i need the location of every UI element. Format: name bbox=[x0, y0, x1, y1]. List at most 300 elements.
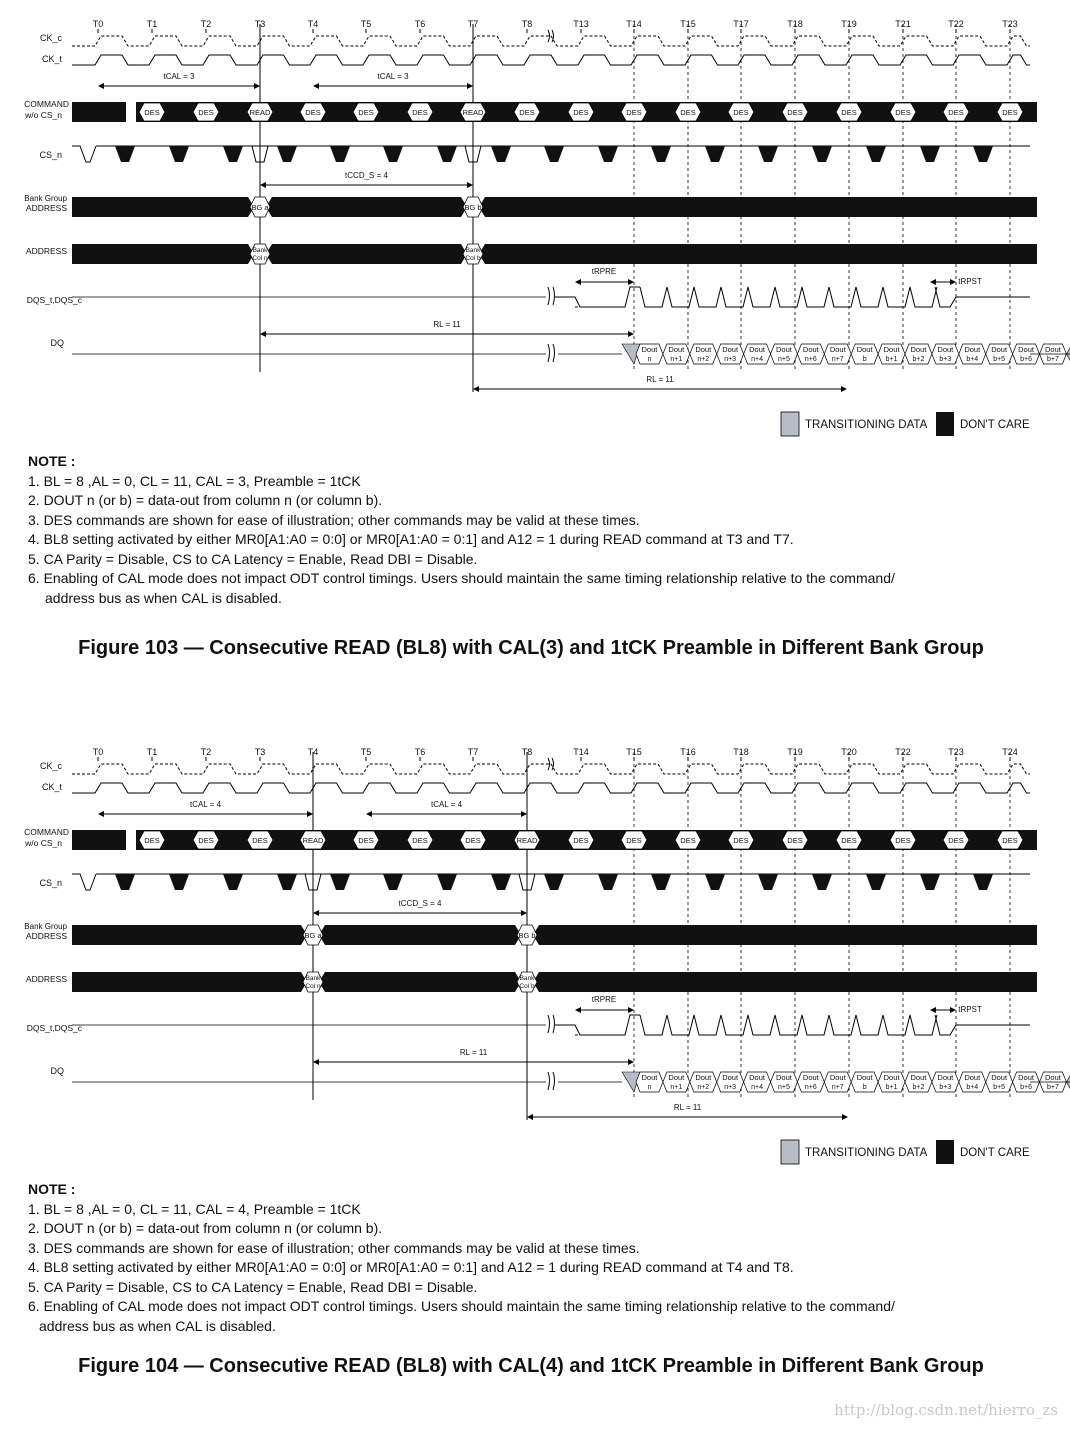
command-des: DES bbox=[465, 836, 481, 845]
rl-arrow-2-head bbox=[842, 1114, 848, 1120]
command-read: READ bbox=[462, 108, 484, 117]
address-label: ADDRESS bbox=[25, 246, 67, 256]
note-1: 1. BL = 8 ,AL = 0, CL = 11, CAL = 3, Preamble = 1tCK bbox=[28, 472, 361, 489]
bus-dontcare bbox=[72, 244, 254, 264]
command-label: COMMAND bbox=[24, 827, 69, 837]
dq-dout-label: Dout bbox=[964, 345, 981, 354]
legend-dontcare-swatch bbox=[936, 1140, 954, 1164]
command-label: COMMAND bbox=[24, 99, 69, 109]
cs-n-pulse bbox=[973, 874, 993, 890]
note-heading: NOTE : bbox=[28, 1181, 76, 1197]
dqs-label: DQS_t,DQS_c bbox=[26, 1023, 82, 1033]
rl-arrow-1-head bbox=[628, 331, 634, 337]
dq-dout-index: n+6 bbox=[804, 1084, 817, 1091]
dqs-toggle bbox=[640, 1015, 937, 1035]
command-des: DES bbox=[895, 108, 911, 117]
command-des: DES bbox=[680, 108, 696, 117]
notes-103 bbox=[28, 452, 895, 608]
clock-label-T8: T8 bbox=[521, 19, 533, 29]
command-read: READ bbox=[249, 108, 271, 117]
command-des: DES bbox=[895, 836, 911, 845]
dq-dout-index: n+7 bbox=[831, 356, 844, 363]
clock-label-T5: T5 bbox=[360, 747, 372, 757]
note-6: 6. Enabling of CAL mode does not impact ODT control timings. Users should maintain the same timing relationship relative to the command/ bbox=[28, 1298, 895, 1314]
dq-dout-label: Dout bbox=[1018, 345, 1034, 354]
dq-dout-label: Dout bbox=[641, 1073, 658, 1082]
cs-n-pulse bbox=[383, 874, 403, 890]
trpre-arrow-head bbox=[628, 1007, 634, 1013]
clock-label-T7: T7 bbox=[467, 747, 479, 757]
command-des: DES bbox=[733, 108, 749, 117]
ck-t-trace bbox=[72, 55, 1030, 65]
bg-b-value: BG b bbox=[464, 203, 482, 212]
dq-dout-label: Dout bbox=[829, 1073, 846, 1082]
dq-dout-label: Dout bbox=[1018, 1073, 1034, 1082]
dq-dout-label: Dout bbox=[856, 1073, 873, 1082]
break-mark bbox=[548, 287, 555, 305]
dq-dout-label: Dout bbox=[1045, 345, 1061, 354]
cs-n-pulse bbox=[115, 146, 135, 162]
trpst-label: tRPST bbox=[958, 1005, 982, 1014]
rl-arrow-1-head bbox=[313, 1059, 319, 1065]
dq-dout-label: Dout bbox=[829, 345, 846, 354]
clock-label-T2: T2 bbox=[200, 747, 212, 757]
command-des: DES bbox=[573, 836, 589, 845]
tcal-arrow-1-head bbox=[254, 83, 260, 89]
clock-label-T6: T6 bbox=[414, 19, 426, 29]
trpst-arrow-head bbox=[950, 279, 956, 285]
dq-dout-label: Dout bbox=[668, 345, 685, 354]
rl-arrow-2-head bbox=[527, 1114, 533, 1120]
command-des: DES bbox=[144, 836, 160, 845]
dq-dout-label: Dout bbox=[1045, 1073, 1061, 1082]
command-des: DES bbox=[787, 108, 803, 117]
clock-label-T21: T21 bbox=[895, 19, 911, 29]
dq-dout-label: Dout bbox=[883, 1073, 900, 1082]
figure-104 bbox=[0, 728, 1070, 1408]
dq-dout-label: Dout bbox=[937, 345, 954, 354]
command-des: DES bbox=[1002, 108, 1018, 117]
dq-dout-index: b+1 bbox=[885, 1084, 898, 1091]
cs-n-pulse bbox=[544, 874, 564, 890]
rl-label-2: RL = 11 bbox=[646, 375, 674, 384]
tcal-label-2: tCAL = 3 bbox=[377, 72, 409, 81]
clock-label-T0: T0 bbox=[92, 747, 104, 757]
dq-dout-index: n+3 bbox=[724, 1084, 737, 1091]
clock-label-T14: T14 bbox=[573, 747, 589, 757]
ck-c-label: CK_c bbox=[39, 33, 62, 43]
rl-label-1: RL = 11 bbox=[433, 320, 461, 329]
bg-a-value: BG a bbox=[304, 931, 322, 940]
cs-n-pulse bbox=[866, 146, 886, 162]
note-3: 3. DES commands are shown for ease of illustration; other commands may be valid at these times. bbox=[28, 511, 640, 528]
tcal-label-1: tCAL = 4 bbox=[189, 800, 222, 809]
dq-dout-index: n+5 bbox=[778, 356, 790, 363]
ck-t-trace bbox=[72, 783, 1030, 793]
bus-dontcare bbox=[266, 197, 467, 217]
bg-label: Bank Group bbox=[24, 922, 67, 931]
clock-label-T18: T18 bbox=[787, 19, 803, 29]
dq-dout-label: Dout bbox=[910, 1073, 927, 1082]
trpre-arrow-head bbox=[575, 1007, 581, 1013]
dq-dout-label: Dout bbox=[991, 1073, 1008, 1082]
legend-dontcare-swatch bbox=[936, 412, 954, 436]
cs-n-pulse bbox=[330, 874, 350, 890]
cs-n-pulse bbox=[277, 874, 297, 890]
rl-label-2: RL = 11 bbox=[673, 1103, 702, 1112]
dq-dout-label: Dout bbox=[695, 345, 712, 354]
dqs-postamble bbox=[935, 1015, 1030, 1035]
rl-label-1: RL = 11 bbox=[459, 1048, 488, 1057]
cs-n-pulse bbox=[491, 146, 511, 162]
rl-arrow-2-head bbox=[841, 386, 847, 392]
tcal-arrow-2-head bbox=[366, 811, 372, 817]
dq-dout-index: b+5 bbox=[993, 1084, 1006, 1091]
tcal-arrow-1-head bbox=[307, 811, 313, 817]
command-des: DES bbox=[841, 108, 857, 117]
command-des: DES bbox=[412, 836, 428, 845]
dq-dout-label: Dout bbox=[883, 345, 900, 354]
clock-label-T19: T19 bbox=[787, 747, 803, 757]
command-des: DES bbox=[198, 108, 214, 117]
note-heading: NOTE : bbox=[28, 453, 76, 469]
legend-transitioning-label: TRANSITIONING DATA bbox=[805, 1147, 928, 1159]
dq-dout-label: Dout bbox=[722, 1073, 739, 1082]
ck-c-trace bbox=[72, 764, 1030, 774]
dq-dout-label: Dout bbox=[776, 345, 792, 354]
dq-dout-index: n+2 bbox=[697, 1084, 710, 1091]
command-des: DES bbox=[626, 836, 642, 845]
legend-transitioning-swatch bbox=[781, 1140, 799, 1164]
break-mark bbox=[548, 1072, 555, 1090]
dq-dout-index: b+4 bbox=[966, 1084, 979, 1091]
dq-dout-index: b+2 bbox=[912, 356, 925, 363]
dqs-postamble bbox=[935, 287, 1030, 307]
clock-label-T23: T23 bbox=[948, 747, 964, 757]
dq-dout-label: Dout bbox=[802, 345, 819, 354]
figure-103 bbox=[0, 0, 1070, 690]
address-col-b: Col b bbox=[519, 983, 535, 990]
dq-dout-label: Dout bbox=[722, 345, 739, 354]
clock-label-T4: T4 bbox=[307, 747, 319, 757]
clock-label-T23: T23 bbox=[1002, 19, 1018, 29]
dq-dout-index: n+2 bbox=[697, 356, 710, 363]
clock-label-T13: T13 bbox=[573, 19, 589, 29]
ck-c-label: CK_c bbox=[39, 761, 62, 771]
address-col-n: Col n bbox=[305, 983, 321, 990]
cs-n-trace bbox=[72, 874, 96, 890]
cs-n-pulse bbox=[544, 146, 564, 162]
cs-n-pulse bbox=[437, 874, 457, 890]
trpre-label: tRPRE bbox=[591, 267, 617, 276]
command-read: READ bbox=[302, 836, 324, 845]
notes-104 bbox=[28, 1180, 895, 1336]
command-des: DES bbox=[948, 108, 964, 117]
dq-dout-index: b+3 bbox=[939, 356, 952, 363]
dq-dout-label: Dout bbox=[641, 345, 658, 354]
dq-dout-index: b bbox=[862, 356, 867, 363]
break-mark bbox=[548, 344, 555, 362]
dq-dout-index: n bbox=[647, 356, 652, 363]
command-read: READ bbox=[516, 836, 538, 845]
clock-label-T0: T0 bbox=[92, 19, 104, 29]
trpre-arrow-head bbox=[575, 279, 581, 285]
cs-n-pulse bbox=[491, 874, 511, 890]
note-3: 3. DES commands are shown for ease of illustration; other commands may be valid at these times. bbox=[28, 1239, 640, 1256]
dq-dout-label: Dout bbox=[910, 345, 927, 354]
address-col-n: Col n bbox=[252, 255, 268, 262]
dq-dout-label: Dout bbox=[695, 1073, 712, 1082]
clock-label-T24: T24 bbox=[1002, 747, 1018, 757]
dq-dout-index: b+5 bbox=[993, 356, 1006, 363]
trpre-arrow-head bbox=[628, 279, 634, 285]
trpst-label: tRPST bbox=[958, 277, 982, 286]
dq-dout-index: n+1 bbox=[670, 356, 683, 363]
cs-n-pulse bbox=[812, 874, 832, 890]
dq-dout-index: n+4 bbox=[751, 1084, 763, 1091]
cs-n-pulse bbox=[758, 874, 778, 890]
clock-label-T14: T14 bbox=[626, 19, 642, 29]
clock-label-T1: T1 bbox=[146, 747, 158, 757]
command-des: DES bbox=[787, 836, 803, 845]
clock-label-T17: T17 bbox=[733, 19, 749, 29]
cs-n-pulse bbox=[223, 874, 243, 890]
legend-transitioning-swatch bbox=[781, 412, 799, 436]
bus-dontcare bbox=[72, 197, 254, 217]
note-2: 2. DOUT n (or b) = data-out from column n (or column b). bbox=[28, 492, 383, 508]
address-bank-a: Bank bbox=[305, 975, 321, 982]
tcal-label-2: tCAL = 4 bbox=[430, 800, 463, 809]
dqs-toggle bbox=[640, 287, 937, 307]
tcal-label-1: tCAL = 3 bbox=[163, 72, 195, 81]
dq-label: DQ bbox=[50, 338, 64, 348]
dq-dout-index: n+5 bbox=[778, 1084, 790, 1091]
dq-dout-index: b+3 bbox=[939, 1084, 952, 1091]
bus-dontcare bbox=[319, 925, 521, 945]
cs-n-pulse bbox=[598, 146, 618, 162]
dq-dout-label: Dout bbox=[991, 345, 1008, 354]
bus-dontcare bbox=[319, 972, 521, 992]
cs-n-pulse bbox=[920, 146, 940, 162]
note-2: 2. DOUT n (or b) = data-out from column n (or column b). bbox=[28, 1220, 383, 1236]
dq-label: DQ bbox=[50, 1066, 64, 1076]
address-bank-b: Bank bbox=[519, 975, 535, 982]
ck-t-label: CK_t bbox=[41, 54, 62, 64]
dqs-preamble bbox=[555, 287, 640, 307]
dq-dout-index: b+1 bbox=[885, 356, 898, 363]
note-6: 6. Enabling of CAL mode does not impact ODT control timings. Users should maintain the same timing relationship relative to the command/ bbox=[28, 570, 895, 586]
tcal-arrow-2-head bbox=[313, 83, 319, 89]
clock-label-T7: T7 bbox=[467, 19, 479, 29]
clock-label-T16: T16 bbox=[680, 747, 696, 757]
bus-dontcare bbox=[479, 197, 1037, 217]
dq-dout-index: n+3 bbox=[724, 356, 737, 363]
command-des: DES bbox=[358, 108, 374, 117]
clock-label-T2: T2 bbox=[200, 19, 212, 29]
legend-transitioning-label: TRANSITIONING DATA bbox=[805, 419, 928, 431]
cs-n-label: CS_n bbox=[39, 878, 62, 888]
clock-label-T18: T18 bbox=[733, 747, 749, 757]
dq-dout-label: Dout bbox=[749, 1073, 765, 1082]
command-des: DES bbox=[519, 108, 535, 117]
figure-caption-104: Figure 104 — Consecutive READ (BL8) with CAL(4) and 1tCK Preamble in Different Bank Group bbox=[78, 1355, 984, 1377]
dq-dout-index: b bbox=[862, 1084, 867, 1091]
break-mark bbox=[548, 1015, 555, 1033]
clock-label-T1: T1 bbox=[146, 19, 158, 29]
tccd-arrow-head bbox=[260, 182, 266, 188]
bg-label-2: ADDRESS bbox=[25, 203, 67, 213]
cs-n-pulse bbox=[812, 146, 832, 162]
clock-label-T4: T4 bbox=[307, 19, 319, 29]
cs-n-pulse bbox=[169, 874, 189, 890]
command-des: DES bbox=[1002, 836, 1018, 845]
tccd-label: tCCD_S = 4 bbox=[345, 171, 388, 180]
command-des: DES bbox=[412, 108, 428, 117]
cs-n-pulse bbox=[598, 874, 618, 890]
cs-n-pulse bbox=[651, 874, 671, 890]
note-5: 5. CA Parity = Disable, CS to CA Latency = Enable, Read DBI = Disable. bbox=[28, 1278, 478, 1295]
clock-label-T6: T6 bbox=[414, 747, 426, 757]
clock-label-T19: T19 bbox=[841, 19, 857, 29]
clock-label-T20: T20 bbox=[841, 747, 857, 757]
dq-dout-index: b+7 bbox=[1047, 356, 1059, 363]
rl-arrow-2-head bbox=[473, 386, 479, 392]
note-5: 5. CA Parity = Disable, CS to CA Latency = Enable, Read DBI = Disable. bbox=[28, 550, 478, 567]
rl-arrow-1-head bbox=[260, 331, 266, 337]
tccd-arrow-head bbox=[467, 182, 473, 188]
legend-dontcare-label: DON'T CARE bbox=[960, 1147, 1030, 1159]
timing-diagram-104 bbox=[0, 728, 1070, 1173]
command-des: DES bbox=[144, 108, 160, 117]
dq-dout-index: b+7 bbox=[1047, 1084, 1059, 1091]
command-label-2: w/o CS_n bbox=[25, 838, 62, 848]
cs-n-pulse bbox=[330, 146, 350, 162]
dq-dout-index: b+6 bbox=[1020, 1084, 1032, 1091]
cs-n-pulse bbox=[277, 146, 297, 162]
command-des: DES bbox=[733, 836, 749, 845]
trpst-arrow-head bbox=[930, 1007, 936, 1013]
clock-label-T3: T3 bbox=[254, 19, 266, 29]
trpre-label: tRPRE bbox=[591, 995, 617, 1004]
clock-label-T22: T22 bbox=[895, 747, 911, 757]
cs-n-pulse bbox=[866, 874, 886, 890]
trpst-arrow-head bbox=[950, 1007, 956, 1013]
note-4: 4. BL8 setting activated by either MR0[A1:A0 = 0:0] or MR0[A1:A0 = 0:1] and A12 = 1 during READ command at T3 and T7. bbox=[28, 531, 794, 547]
gap bbox=[126, 102, 136, 122]
gap bbox=[126, 830, 136, 850]
dq-dout-index: n+1 bbox=[670, 1084, 683, 1091]
dq-dout-index: b+2 bbox=[912, 1084, 925, 1091]
dq-dout-label: Dout bbox=[802, 1073, 819, 1082]
bg-b-value: BG b bbox=[518, 931, 536, 940]
note-1: 1. BL = 8 ,AL = 0, CL = 11, CAL = 4, Preamble = 1tCK bbox=[28, 1200, 361, 1217]
dq-dout-index: b+6 bbox=[1020, 356, 1032, 363]
cs-n-pulse bbox=[920, 874, 940, 890]
address-col-b: Col b bbox=[465, 255, 481, 262]
cs-n-pulse bbox=[223, 146, 243, 162]
clock-label-T15: T15 bbox=[626, 747, 642, 757]
rl-arrow-1-head bbox=[628, 1059, 634, 1065]
bg-a-value: BG a bbox=[251, 203, 269, 212]
timing-diagram-103 bbox=[0, 0, 1070, 445]
dq-dout-label: Dout bbox=[937, 1073, 954, 1082]
dq-dout-label: Dout bbox=[856, 345, 873, 354]
bus-dontcare bbox=[533, 972, 1037, 992]
cs-n-pulse bbox=[383, 146, 403, 162]
note-6-cont: address bus as when CAL is disabled. bbox=[45, 589, 282, 606]
dq-dout-label: Dout bbox=[749, 345, 765, 354]
clock-label-T5: T5 bbox=[360, 19, 372, 29]
cs-n-trace bbox=[72, 146, 96, 162]
bg-label: Bank Group bbox=[24, 194, 67, 203]
cs-n-label: CS_n bbox=[39, 150, 62, 160]
tccd-label: tCCD_S = 4 bbox=[398, 899, 442, 908]
note-6-cont: address bus as when CAL is disabled. bbox=[39, 1317, 276, 1334]
ck-t-label: CK_t bbox=[41, 782, 62, 792]
command-des: DES bbox=[948, 836, 964, 845]
bg-label-2: ADDRESS bbox=[25, 931, 67, 941]
dq-dout-label: Dout bbox=[964, 1073, 981, 1082]
clock-label-T22: T22 bbox=[948, 19, 964, 29]
command-des: DES bbox=[358, 836, 374, 845]
dq-dout-label: Dout bbox=[776, 1073, 792, 1082]
command-label-2: w/o CS_n bbox=[25, 110, 62, 120]
tccd-arrow-head bbox=[313, 910, 319, 916]
dqs-label: DQS_t,DQS_c bbox=[26, 295, 82, 305]
dqs-preamble bbox=[555, 1015, 640, 1035]
watermark: http://blog.csdn.net/hierro_zs bbox=[834, 1401, 1058, 1419]
dq-dout-index: n+6 bbox=[804, 356, 817, 363]
cs-n-pulse bbox=[973, 146, 993, 162]
tccd-arrow-head bbox=[521, 910, 527, 916]
cs-n-pulse bbox=[651, 146, 671, 162]
clock-label-T15: T15 bbox=[680, 19, 696, 29]
command-des: DES bbox=[305, 108, 321, 117]
cs-n-pulse bbox=[705, 146, 725, 162]
cs-n-pulse bbox=[115, 874, 135, 890]
address-label: ADDRESS bbox=[25, 974, 67, 984]
cs-n-pulse bbox=[169, 146, 189, 162]
clock-label-T3: T3 bbox=[254, 747, 266, 757]
trpst-arrow-head bbox=[930, 279, 936, 285]
figure-caption-103: Figure 103 — Consecutive READ (BL8) with CAL(3) and 1tCK Preamble in Different Bank Group bbox=[78, 637, 984, 659]
bus-dontcare bbox=[266, 244, 467, 264]
bus-dontcare bbox=[479, 244, 1037, 264]
legend-dontcare-label: DON'T CARE bbox=[960, 419, 1030, 431]
cs-n-pulse bbox=[437, 146, 457, 162]
command-des: DES bbox=[680, 836, 696, 845]
bus-dontcare bbox=[533, 925, 1037, 945]
command-des: DES bbox=[573, 108, 589, 117]
cs-n-pulse bbox=[705, 874, 725, 890]
clock-label-T8: T8 bbox=[521, 747, 533, 757]
note-4: 4. BL8 setting activated by either MR0[A1:A0 = 0:0] or MR0[A1:A0 = 0:1] and A12 = 1 during READ command at T4 and T8. bbox=[28, 1259, 794, 1275]
address-bank-b: Bank bbox=[465, 247, 481, 254]
address-bank-a: Bank bbox=[252, 247, 268, 254]
tcal-arrow-2-head bbox=[467, 83, 473, 89]
cs-n-pulse bbox=[758, 146, 778, 162]
dq-dout-index: n+4 bbox=[751, 356, 763, 363]
dq-dout-index: n+7 bbox=[831, 1084, 844, 1091]
tcal-arrow-1-head bbox=[98, 811, 104, 817]
command-des: DES bbox=[626, 108, 642, 117]
dq-dout-index: b+4 bbox=[966, 356, 979, 363]
ck-c-trace bbox=[72, 36, 1030, 46]
dq-dout-label: Dout bbox=[668, 1073, 685, 1082]
bus-dontcare bbox=[72, 925, 307, 945]
tcal-arrow-1-head bbox=[98, 83, 104, 89]
tcal-arrow-2-head bbox=[521, 811, 527, 817]
